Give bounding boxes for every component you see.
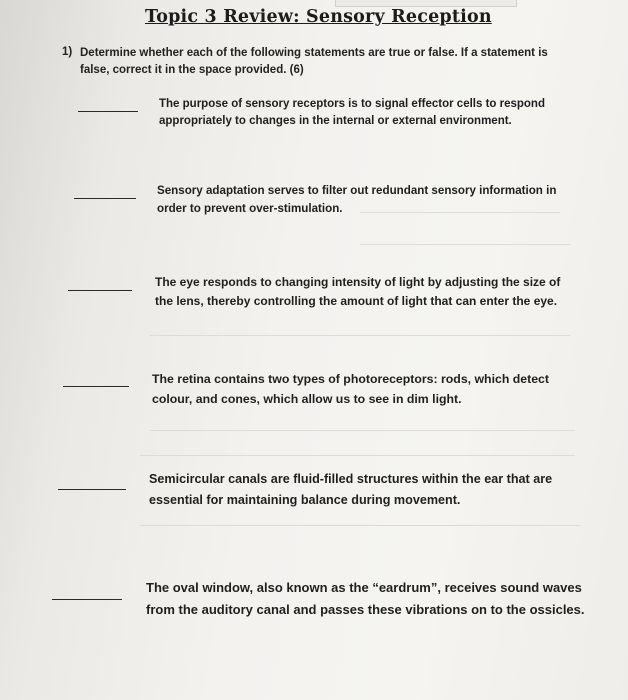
answer-blank[interactable] bbox=[68, 290, 132, 291]
answer-blank[interactable] bbox=[74, 198, 136, 199]
page-title: Topic 3 Review: Sensory Reception bbox=[145, 7, 492, 27]
statement-text: Semicircular canals are fluid-filled structures within the ear that are essential for maintaining balance during movement. bbox=[149, 472, 553, 507]
question-number: 1) bbox=[62, 46, 73, 58]
answer-blank[interactable] bbox=[58, 489, 126, 490]
show-through-line bbox=[150, 430, 575, 431]
statement-text: The purpose of sensory receptors is to signal effector cells to respond appropriately to changes in the internal or external environment. bbox=[159, 98, 545, 127]
answer-blank[interactable] bbox=[78, 111, 138, 112]
statement-text: Sensory adaptation serves to filter out redundant sensory information in order to prevent over-stimulation. bbox=[157, 184, 557, 215]
show-through-line bbox=[140, 525, 580, 526]
statement-text: The retina contains two types of photoreceptors: rods, which detect colour, and cones, which allow us to see in dim light. bbox=[152, 372, 549, 406]
paper-tape-edge bbox=[335, 0, 517, 7]
show-through-line bbox=[360, 244, 570, 245]
question-prompt: Determine whether each of the following statements are true or false. If a statement is false, correct it in the space provided. (6) bbox=[80, 47, 548, 76]
statement-text: The eye responds to changing intensity of light by adjusting the size of the lens, thereby controlling the amount of light that can enter the eye. bbox=[155, 275, 561, 308]
show-through-line bbox=[140, 455, 575, 456]
show-through-line bbox=[150, 335, 570, 336]
answer-blank[interactable] bbox=[52, 599, 122, 600]
statement-text: The oval window, also known as the “eardrum”, receives sound waves from the auditory canal and passes these vibrations on to the ossicles. bbox=[146, 580, 585, 617]
answer-blank[interactable] bbox=[63, 386, 129, 387]
